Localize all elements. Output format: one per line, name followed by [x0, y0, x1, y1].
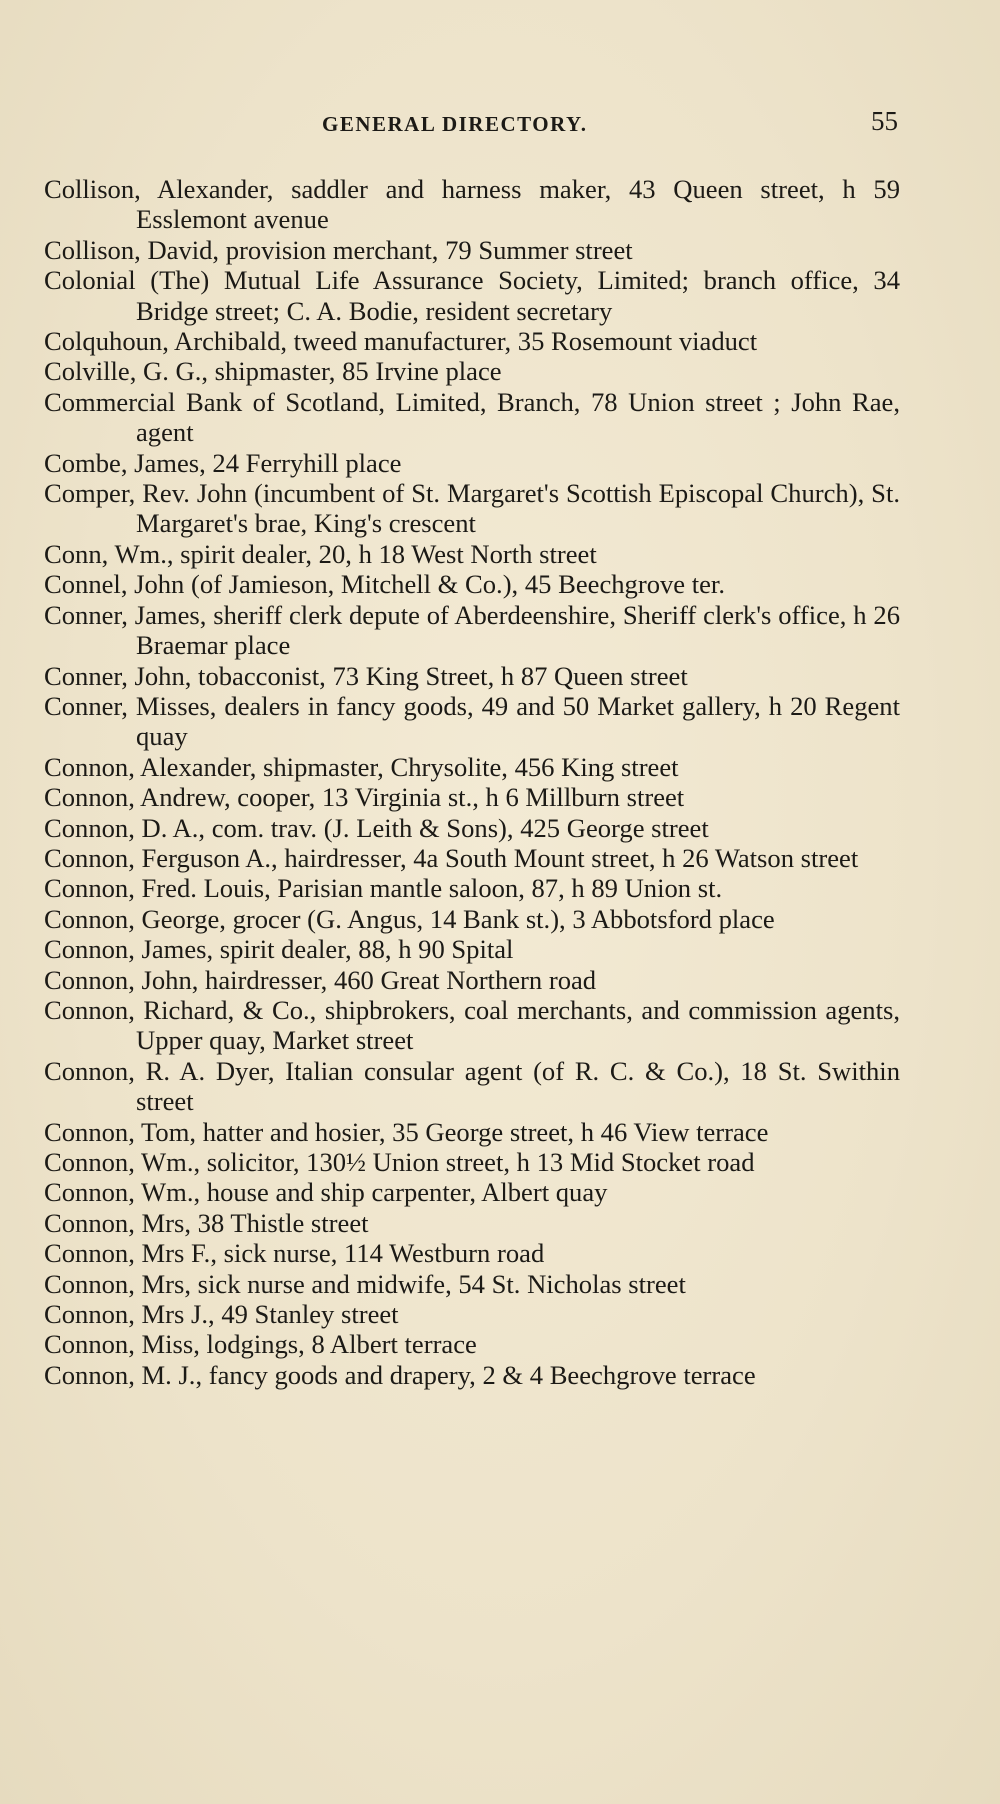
directory-entry: Commercial Bank of Scotland, Limited, Branch, 78 Union street ; John Rae, agent — [44, 386, 900, 448]
directory-entry: Connon, Miss, lodgings, 8 Albert terrace — [44, 1329, 477, 1360]
directory-entry: Connon, Mrs, 38 Thistle street — [44, 1207, 369, 1238]
running-head — [44, 106, 900, 146]
directory-entry: Connon, Andrew, cooper, 13 Virginia st., h 6 Millburn street — [44, 782, 685, 813]
directory-entry: Connon, Wm., house and ship carpenter, Albert quay — [44, 1177, 608, 1208]
directory-entry: Connon, Fred. Louis, Parisian mantle saloon, 87, h 89 Union st. — [44, 873, 723, 904]
directory-entry: Comper, Rev. John (incumbent of St. Margaret's Scottish Episcopal Church), St. Margaret's brae, King's crescent — [44, 478, 900, 539]
running-title: GENERAL DIRECTORY. — [322, 112, 588, 136]
directory-entry: Connon, D. A., com. trav. (J. Leith & Sons), 425 George street — [44, 812, 709, 843]
directory-entry: Connon, Alexander, shipmaster, Chrysolite, 456 King street — [44, 751, 679, 782]
directory-entry: Connon, Wm., solicitor, 130½ Union street, h 13 Mid Stocket road — [44, 1147, 755, 1177]
directory-entry: Connon, R. A. Dyer, Italian consular agent (of R. C. & Co.), 18 St. Swithin street — [44, 1055, 900, 1117]
directory-entry: Connon, Richard, & Co., shipbrokers, coal merchants, and commission agents, Upper quay, Market street — [44, 994, 900, 1056]
directory-entry: Connon, Ferguson A., hairdresser, 4a South Mount street, h 26 Watson street — [44, 842, 859, 873]
directory-entry: Colonial (The) Mutual Life Assurance Society, Limited; branch office, 34 Bridge street; C. A. Bodie, resident secretary — [44, 265, 900, 326]
directory-entry: Combe, James, 24 Ferryhill place — [44, 447, 402, 478]
directory-entry: Connon, George, grocer (G. Angus, 14 Bank st.), 3 Abbotsford place — [44, 903, 775, 934]
directory-entry: Connon, Mrs J., 49 Stanley street — [44, 1299, 399, 1330]
directory-entry: Connon, James, spirit dealer, 88, h 90 Spital — [44, 934, 514, 965]
directory-entries — [44, 174, 900, 1390]
directory-entry: Connel, John (of Jamieson, Mitchell & Co.), 45 Beechgrove ter. — [44, 569, 725, 600]
directory-entry: Conn, Wm., spirit dealer, 20, h 18 West North street — [44, 538, 597, 569]
directory-entry: Connon, Mrs, sick nurse and midwife, 54 St. Nicholas street — [44, 1268, 686, 1299]
page-number: 55 — [871, 106, 898, 136]
directory-entry: Connon, M. J., fancy goods and drapery, 2 & 4 Beechgrove terrace — [44, 1359, 756, 1390]
directory-entry: Colquhoun, Archibald, tweed manufacturer, 35 Rosemount viaduct — [44, 326, 758, 357]
directory-entry: Connon, John, hairdresser, 460 Great Northern road — [44, 964, 597, 995]
directory-entry: Collison, David, provision merchant, 79 Summer street — [44, 234, 633, 265]
directory-entry: Collison, Alexander, saddler and harness maker, 43 Queen street, h 59 Esslemont avenue — [44, 174, 900, 235]
directory-entry: Connon, Tom, hatter and hosier, 35 George street, h 46 View terrace — [44, 1116, 769, 1147]
directory-entry: Conner, James, sheriff clerk depute of Aberdeenshire, Sheriff clerk's office, h 26 Braemar place — [44, 599, 900, 661]
directory-entry: Conner, Misses, dealers in fancy goods, 49 and 50 Market gallery, h 20 Regent quay — [44, 690, 900, 752]
directory-entry: Conner, John, tobacconist, 73 King Street, h 87 Queen street — [44, 660, 688, 691]
directory-entry: Connon, Mrs F., sick nurse, 114 Westburn road — [44, 1238, 545, 1269]
directory-entry: Colville, G. G., shipmaster, 85 Irvine place — [44, 356, 502, 387]
